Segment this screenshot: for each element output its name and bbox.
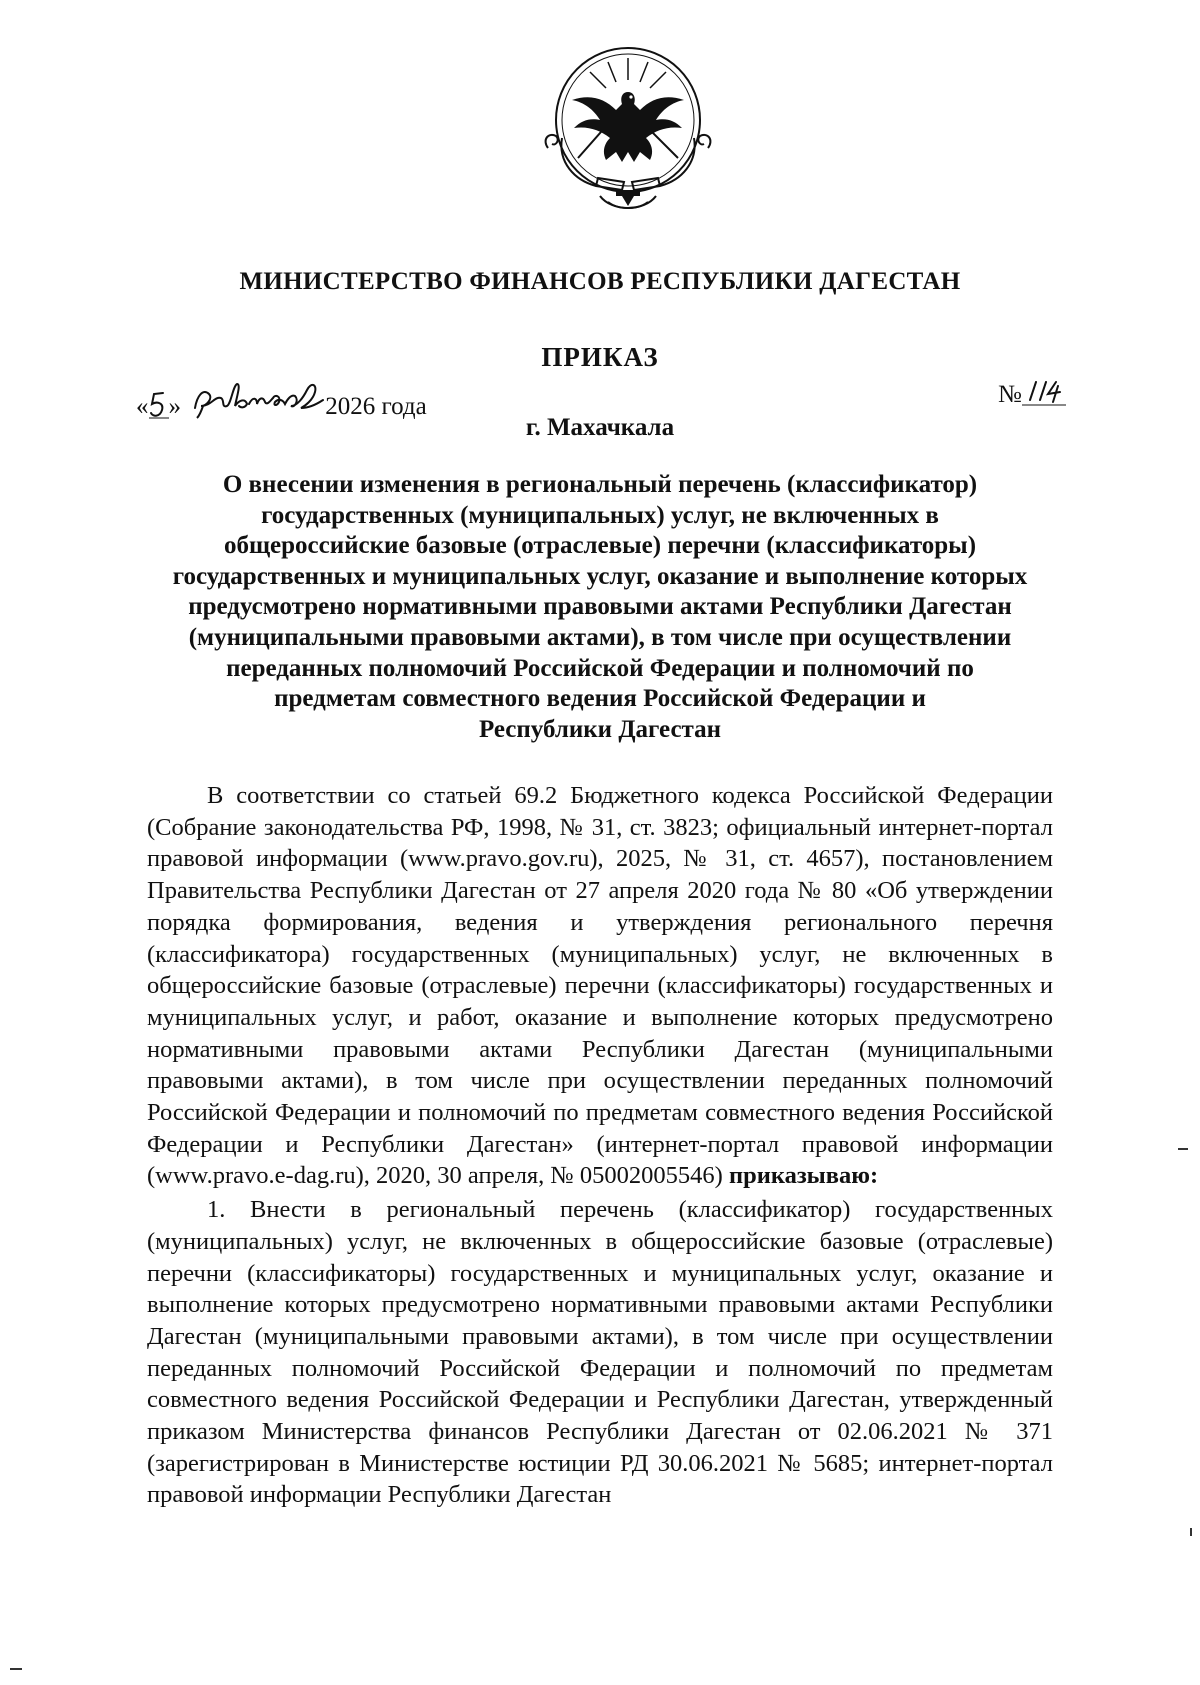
- subject-line: Республики Дагестан: [478, 715, 722, 743]
- document-body: [147, 780, 1053, 1511]
- subject-line: государственных и муниципальных услуг, оказание и выполнение которых: [172, 562, 1028, 590]
- scan-artifact: [10, 1668, 22, 1670]
- order-command: приказываю:: [728, 1162, 879, 1190]
- subject-line: предусмотрено нормативными правовыми актами Республики Дагестан: [188, 593, 1012, 621]
- date-close-quote: »: [168, 393, 181, 420]
- scan-artifact: [1178, 1148, 1188, 1150]
- subject-line: общероссийские базовые (отраслевые) перечни (классификаторы): [223, 532, 977, 560]
- date-open-quote: «: [136, 393, 149, 420]
- scan-artifact: [1190, 1528, 1192, 1536]
- preamble-text: В соответствии со статьей 69.2 Бюджетного кодекса Российской Федерации (Собрание законодательства РФ, 1998, № 31, ст. 3823; официальный интернет-портал правовой информации (www.pravo.gov.ru), 2025, № 31, ст. 4657), постановлением Правительства Республики Дагестан от 27 апреля 2020 года № 80 «Об утверждении порядка формирования, ведения и утверждения регионального перечня (классификатора) государственных (муниципальных) услуг, не включенных в общероссийские базовые (отраслевые) перечни (классификаторы) государственных и муниципальных услуг, и работ, оказание и выполнение которых предусмотрено нормативными правовыми актами Республики Дагестан (муниципальными правовыми актами), в том числе при осуществлении переданных полномочий Российской Федерации и полномочий по предметам совместного ведения Российской Федерации и Республики Дагестан» (интернет-портал правовой информации (www.pravo.e-dag.ru), 2020, 30 апреля, № 05002005546): [147, 782, 1053, 1190]
- document-number: [998, 378, 1066, 415]
- subject-line: государственных (муниципальных) услуг, не включенных в: [261, 501, 939, 529]
- ministry-name: МИНИСТЕРСТВО ФИНАНСОВ РЕСПУБЛИКИ ДАГЕСТАН: [239, 268, 961, 295]
- number-label: №: [998, 381, 1022, 408]
- document-title: ПРИКАЗ: [541, 342, 659, 372]
- subject-line: предметам совместного ведения Российской Федерации и: [274, 685, 926, 713]
- date-year: 2026 года: [325, 393, 427, 420]
- item-1-paragraph: 1. Внести в региональный перечень (классификатор) государственных (муниципальных) услуг, не включенных в общероссийские базовые (отраслевые) перечни (классификаторы) государственных и муниципальных услуг, оказание и выполнение которых предусмотрено нормативными правовыми актами Республики Дагестан (муниципальными правовыми актами), в том числе при осуществлении переданных полномочий Российской Федерации и полномочий по предметам совместного ведения Российской Федерации и Республики Дагестан, утвержденный приказом Министерства финансов Республики Дагестан от 02.06.2021 № 371 (зарегистрирован в Министерстве юстиции РД 30.06.2021 № 5685; интернет-портал правовой информации Республики Дагестан: [147, 1196, 1053, 1509]
- subject-line: (муниципальными правовыми актами), в том числе при осуществлении: [188, 623, 1012, 651]
- handwritten-number-ink: [1022, 378, 1066, 408]
- preamble-paragraph: [147, 780, 1053, 1192]
- subject-line: переданных полномочий Российской Федерации и полномочий по: [226, 654, 974, 682]
- subject-line: О внесении изменения в региональный перечень (классификатор): [222, 471, 978, 498]
- order-subject: [150, 470, 1050, 745]
- city: г. Махачкала: [525, 414, 675, 441]
- coat-of-arms-emblem: [538, 40, 718, 218]
- handwritten-number: [1022, 378, 1066, 415]
